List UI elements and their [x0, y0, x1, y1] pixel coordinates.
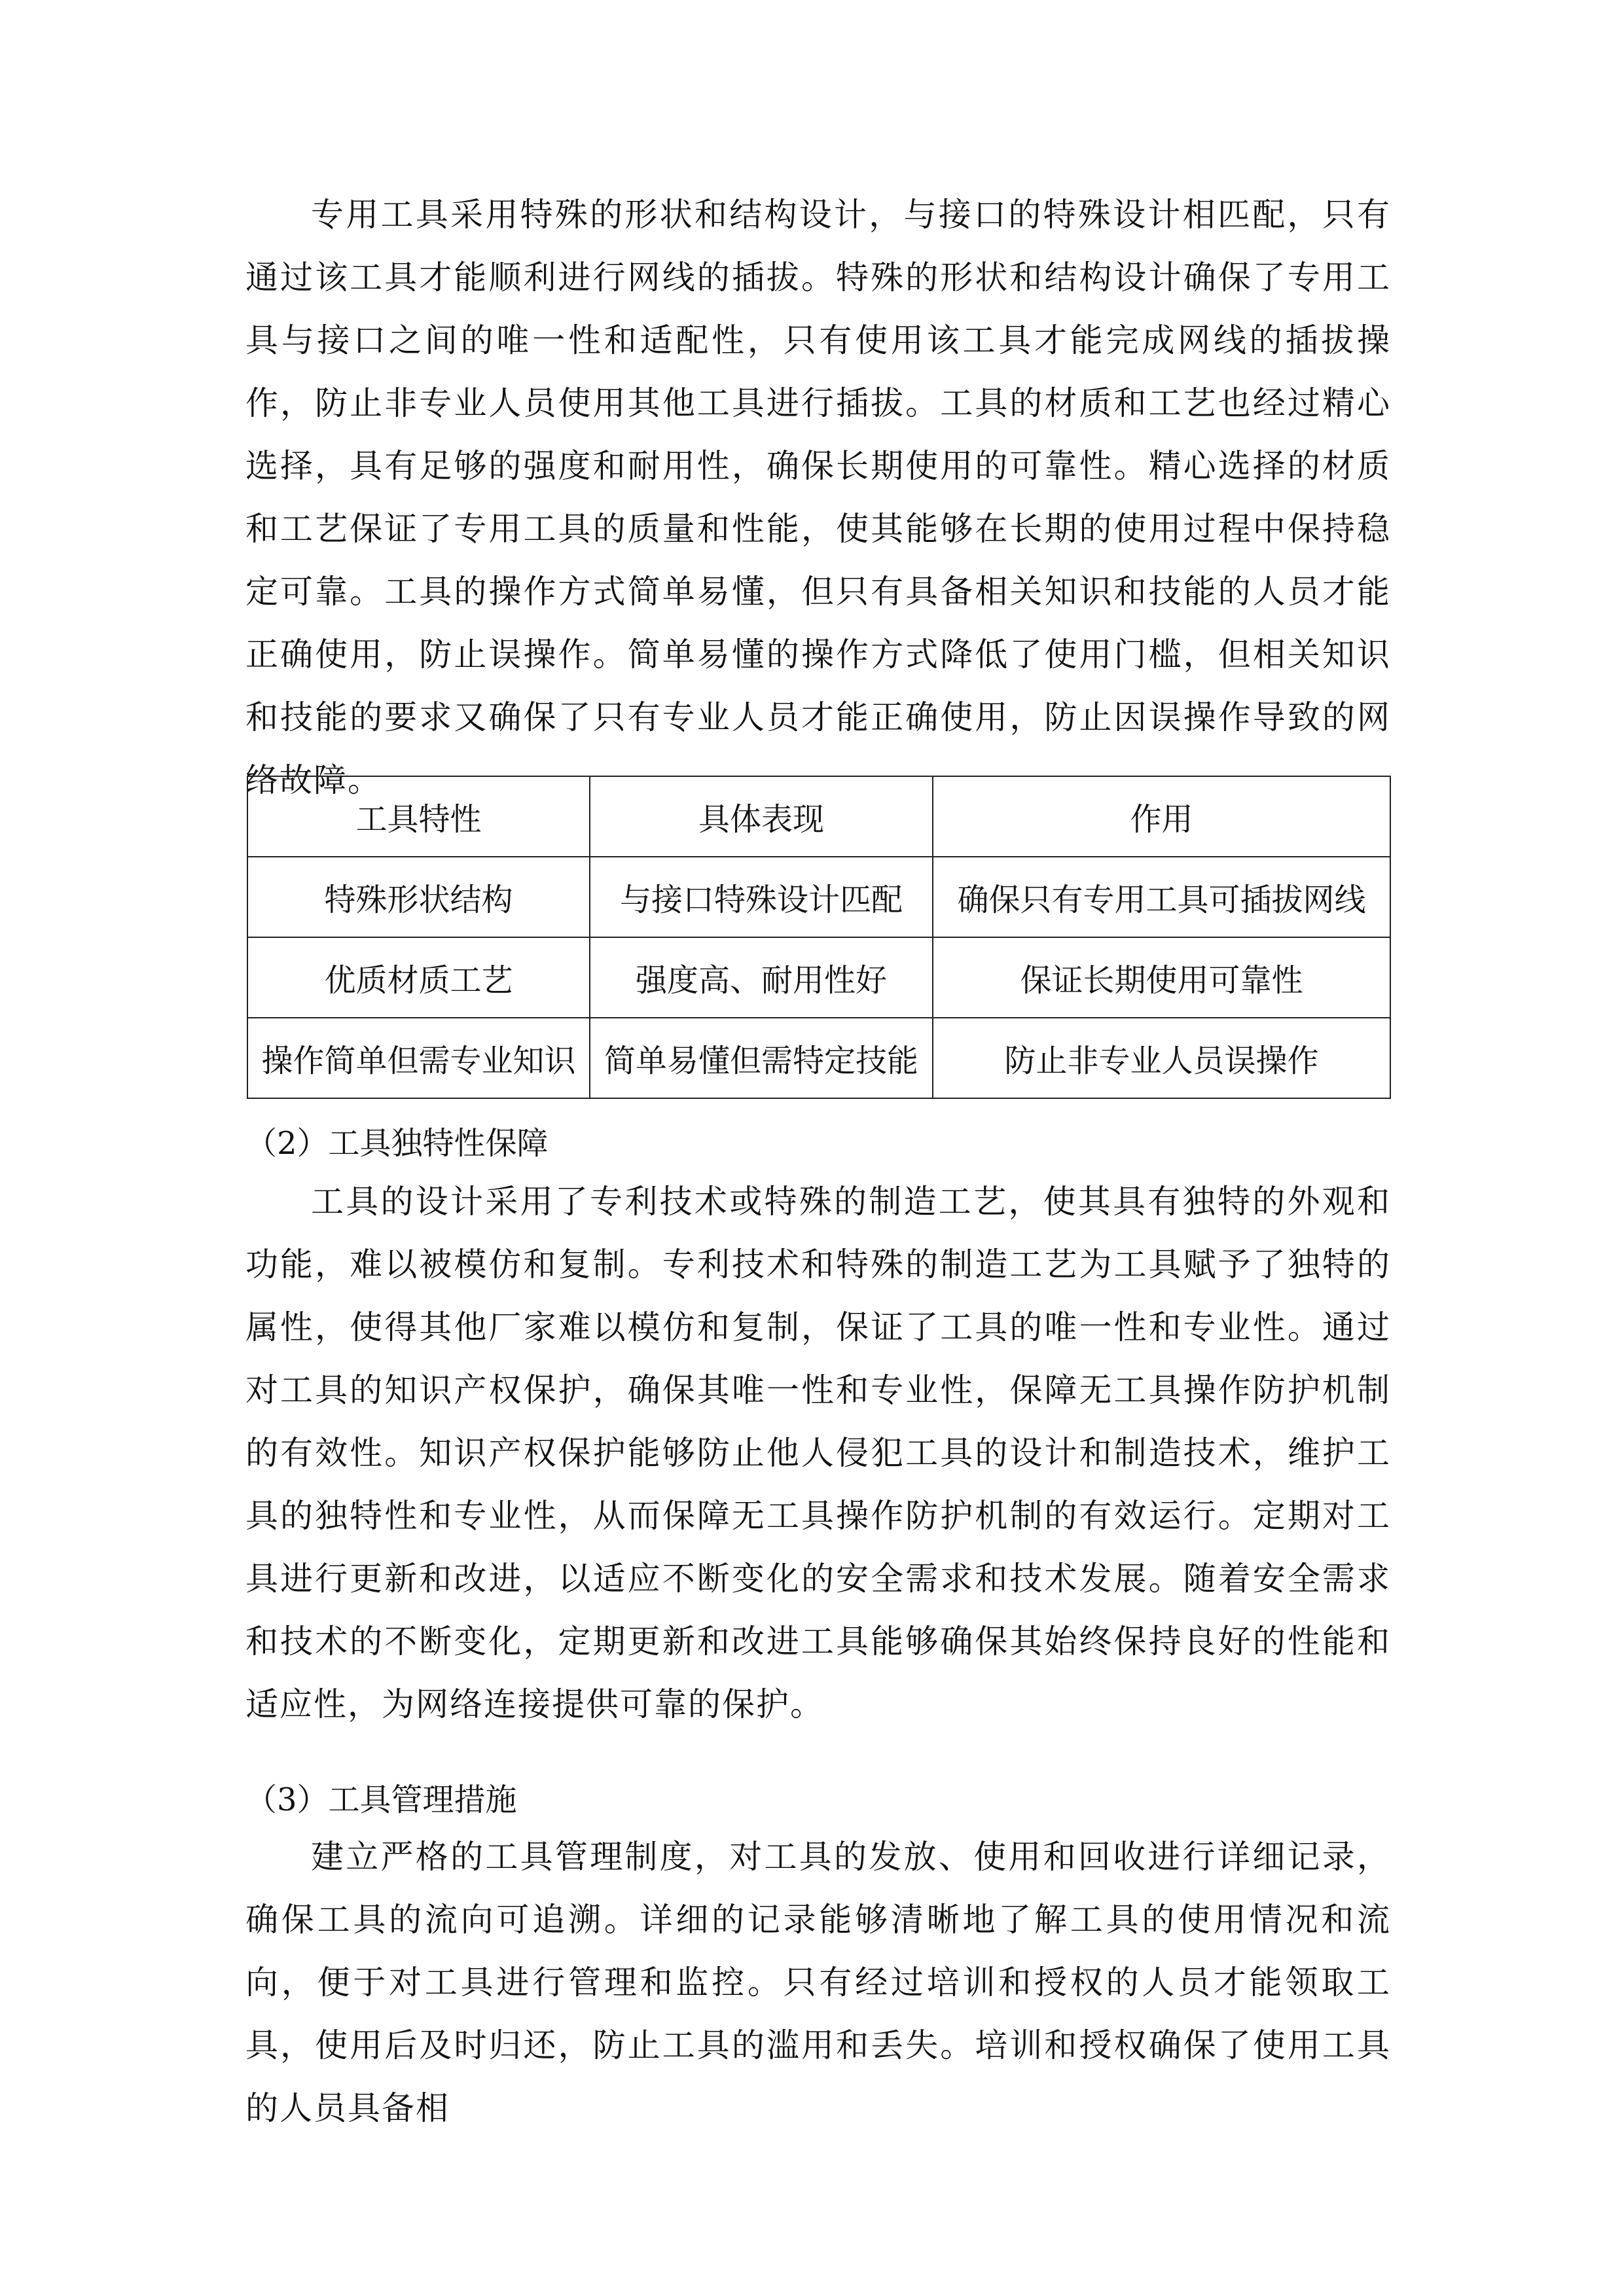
table-row — [247, 1018, 1390, 1098]
table-cell: 操作简单但需专业知识 — [247, 1018, 590, 1098]
table-header-cell: 工具特性 — [247, 776, 590, 857]
paragraph-management — [245, 1825, 1391, 2140]
table-header-cell: 具体表现 — [590, 776, 933, 857]
table-header-row — [247, 776, 1390, 857]
tool-characteristics-table — [247, 776, 1391, 1099]
section-heading-management: （3）工具管理措施 — [245, 1782, 517, 1818]
table-cell: 防止非专业人员误操作 — [933, 1018, 1390, 1098]
table-row — [247, 857, 1390, 937]
table-cell: 确保只有专用工具可插拔网线 — [933, 857, 1390, 937]
paragraph-text: 专用工具采用特殊的形状和结构设计，与接口的特殊设计相匹配，只有通过该工具才能顺利进行网线的插拔。特殊的形状和结构设计确保了专用工具与接口之间的唯一性和适配性，只有使用该工具才能完成网线的插拔操作，防止非专业人员使用其他工具进行插拔。工具的材质和工艺也经过精心选择，具有足够的强度和耐用性，确保长期使用的可靠性。精心选择的材质和工艺保证了专用工具的质量和性能，使其能够在长期的使用过程中保持稳定可靠。工具的操作方式简单易懂，但只有具备相关知识和技能的人员才能正确使用，防止误操作。简单易懂的操作方式降低了使用门槛，但相关知识和技能的要求又确保了只有专业人员才能正确使用，防止因误操作导致的网络故障。 — [245, 196, 1391, 799]
table-row — [247, 937, 1390, 1018]
table-cell: 优质材质工艺 — [247, 937, 590, 1018]
table-cell: 简单易懂但需特定技能 — [590, 1018, 933, 1098]
table-cell: 与接口特殊设计匹配 — [590, 857, 933, 937]
paragraph-tool-design — [245, 183, 1391, 812]
table-cell: 保证长期使用可靠性 — [933, 937, 1390, 1018]
table-header-cell: 作用 — [933, 776, 1390, 857]
section-heading-uniqueness: （2）工具独特性保障 — [245, 1125, 549, 1162]
table-cell: 强度高、耐用性好 — [590, 937, 933, 1018]
table-cell: 特殊形状结构 — [247, 857, 590, 937]
paragraph-text: 建立严格的工具管理制度，对工具的发放、使用和回收进行详细记录，确保工具的流向可追溯。详细的记录能够清晰地了解工具的使用情况和流向，便于对工具进行管理和监控。只有经过培训和授权的人员才能领取工具，使用后及时归还，防止工具的滥用和丢失。培训和授权确保了使用工具的人员具备相 — [245, 1838, 1391, 2127]
paragraph-uniqueness — [245, 1170, 1391, 1736]
paragraph-text: 工具的设计采用了专利技术或特殊的制造工艺，使其具有独特的外观和功能，难以被模仿和复制。专利技术和特殊的制造工艺为工具赋予了独特的属性，使得其他厂家难以模仿和复制，保证了工具的唯一性和专业性。通过对工具的知识产权保护，确保其唯一性和专业性，保障无工具操作防护机制的有效性。知识产权保护能够防止他人侵犯工具的设计和制造技术，维护工具的独特性和专业性，从而保障无工具操作防护机制的有效运行。定期对工具进行更新和改进，以适应不断变化的安全需求和技术发展。随着安全需求和技术的不断变化，定期更新和改进工具能够确保其始终保持良好的性能和适应性，为网络连接提供可靠的保护。 — [245, 1183, 1391, 1723]
